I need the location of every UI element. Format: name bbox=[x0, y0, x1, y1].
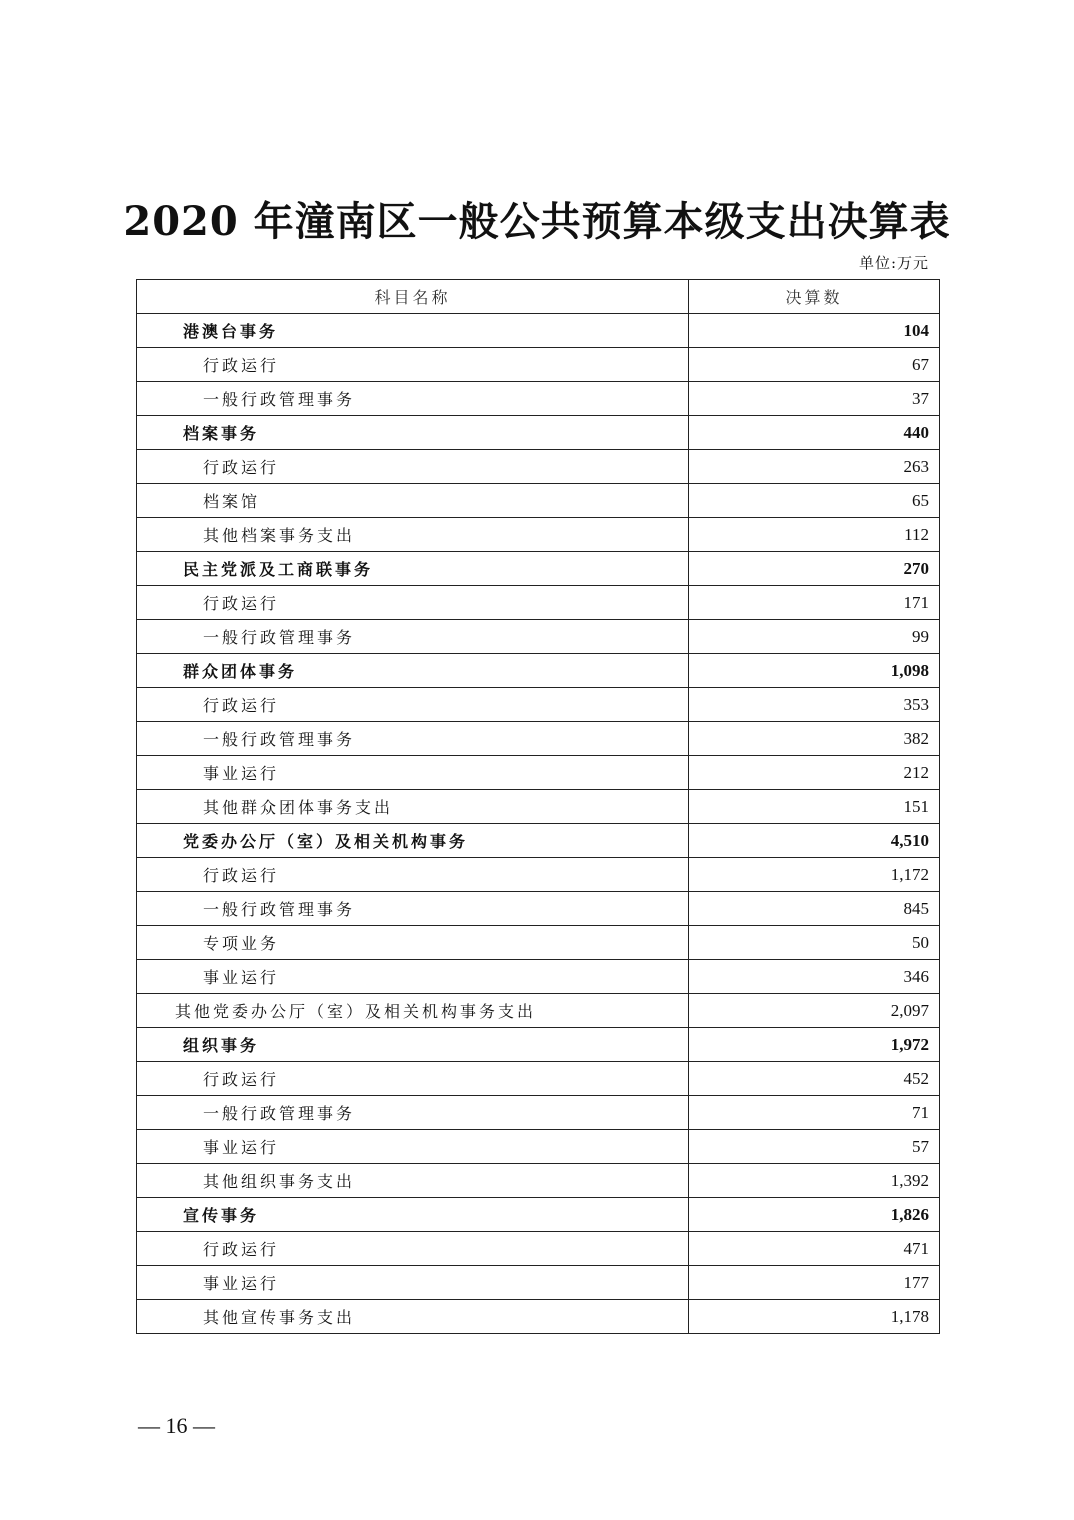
subject-name-cell: 行政运行 bbox=[137, 586, 689, 620]
category-row bbox=[137, 314, 940, 348]
table-row bbox=[137, 1164, 940, 1198]
amount-cell: 67 bbox=[689, 348, 940, 382]
table-row bbox=[137, 382, 940, 416]
subject-name-cell: 行政运行 bbox=[137, 1062, 689, 1096]
unit-label: 单位:万元 bbox=[858, 254, 929, 272]
amount-cell: 1,172 bbox=[689, 858, 940, 892]
subject-name-cell: 一般行政管理事务 bbox=[137, 620, 689, 654]
table-row bbox=[137, 756, 940, 790]
amount-cell: 104 bbox=[689, 314, 940, 348]
amount-cell: 845 bbox=[689, 892, 940, 926]
subject-name-cell: 组织事务 bbox=[137, 1028, 689, 1062]
subject-name-cell: 其他宣传事务支出 bbox=[137, 1300, 689, 1334]
amount-cell: 99 bbox=[689, 620, 940, 654]
table-row bbox=[137, 1062, 940, 1096]
amount-cell: 2,097 bbox=[689, 994, 940, 1028]
table-row bbox=[137, 892, 940, 926]
table-row bbox=[137, 722, 940, 756]
subject-name-cell: 事业运行 bbox=[137, 1266, 689, 1300]
amount-cell: 346 bbox=[689, 960, 940, 994]
amount-cell: 57 bbox=[689, 1130, 940, 1164]
amount-cell: 212 bbox=[689, 756, 940, 790]
table-row bbox=[137, 858, 940, 892]
category-row bbox=[137, 824, 940, 858]
amount-cell: 1,178 bbox=[689, 1300, 940, 1334]
category-row bbox=[137, 416, 940, 450]
subject-name-cell: 一般行政管理事务 bbox=[137, 892, 689, 926]
table-row bbox=[137, 790, 940, 824]
amount-cell: 353 bbox=[689, 688, 940, 722]
amount-cell: 452 bbox=[689, 1062, 940, 1096]
subject-name-cell: 事业运行 bbox=[137, 960, 689, 994]
table-row bbox=[137, 1096, 940, 1130]
amount-cell: 1,098 bbox=[689, 654, 940, 688]
subject-name-cell: 行政运行 bbox=[137, 450, 689, 484]
subject-name-cell: 行政运行 bbox=[137, 348, 689, 382]
budget-table bbox=[136, 279, 940, 1334]
subject-name-cell: 专项业务 bbox=[137, 926, 689, 960]
amount-cell: 151 bbox=[689, 790, 940, 824]
amount-cell: 112 bbox=[689, 518, 940, 552]
amount-cell: 37 bbox=[689, 382, 940, 416]
category-row bbox=[137, 654, 940, 688]
subject-name-cell: 一般行政管理事务 bbox=[137, 722, 689, 756]
subject-name-cell: 行政运行 bbox=[137, 688, 689, 722]
column-header-amount: 决算数 bbox=[689, 280, 940, 314]
amount-cell: 171 bbox=[689, 586, 940, 620]
subject-name-cell: 民主党派及工商联事务 bbox=[137, 552, 689, 586]
amount-cell: 263 bbox=[689, 450, 940, 484]
column-header-subject: 科目名称 bbox=[137, 280, 689, 314]
subject-name-cell: 事业运行 bbox=[137, 1130, 689, 1164]
table-row bbox=[137, 450, 940, 484]
table-row bbox=[137, 620, 940, 654]
table-row bbox=[137, 586, 940, 620]
page-number: — 16 — bbox=[138, 1413, 215, 1438]
subject-name-cell: 群众团体事务 bbox=[137, 654, 689, 688]
subject-name-cell: 其他组织事务支出 bbox=[137, 1164, 689, 1198]
amount-cell: 382 bbox=[689, 722, 940, 756]
subject-name-cell: 事业运行 bbox=[137, 756, 689, 790]
table-row bbox=[137, 994, 940, 1028]
table-row bbox=[137, 1266, 940, 1300]
table-row bbox=[137, 1130, 940, 1164]
table-body bbox=[137, 314, 940, 1334]
subject-name-cell: 其他群众团体事务支出 bbox=[137, 790, 689, 824]
amount-cell: 1,392 bbox=[689, 1164, 940, 1198]
page-title: 2020 年潼南区一般公共预算本级支出决算表 bbox=[123, 198, 951, 245]
category-row bbox=[137, 1028, 940, 1062]
amount-cell: 1,972 bbox=[689, 1028, 940, 1062]
table-row bbox=[137, 348, 940, 382]
table-row bbox=[137, 484, 940, 518]
amount-cell: 50 bbox=[689, 926, 940, 960]
subject-name-cell: 一般行政管理事务 bbox=[137, 1096, 689, 1130]
table-row bbox=[137, 960, 940, 994]
amount-cell: 71 bbox=[689, 1096, 940, 1130]
subject-name-cell: 档案馆 bbox=[137, 484, 689, 518]
table-row bbox=[137, 1232, 940, 1266]
subject-name-cell: 一般行政管理事务 bbox=[137, 382, 689, 416]
category-row bbox=[137, 552, 940, 586]
table-header-row bbox=[137, 280, 940, 314]
subject-name-cell: 其他档案事务支出 bbox=[137, 518, 689, 552]
subject-name-cell: 其他党委办公厅（室）及相关机构事务支出 bbox=[137, 994, 689, 1028]
amount-cell: 4,510 bbox=[689, 824, 940, 858]
table-row bbox=[137, 518, 940, 552]
subject-name-cell: 行政运行 bbox=[137, 1232, 689, 1266]
amount-cell: 440 bbox=[689, 416, 940, 450]
amount-cell: 471 bbox=[689, 1232, 940, 1266]
amount-cell: 270 bbox=[689, 552, 940, 586]
subject-name-cell: 行政运行 bbox=[137, 858, 689, 892]
subject-name-cell: 档案事务 bbox=[137, 416, 689, 450]
table-row bbox=[137, 688, 940, 722]
table-row bbox=[137, 1300, 940, 1334]
subject-name-cell: 宣传事务 bbox=[137, 1198, 689, 1232]
subject-name-cell: 党委办公厅（室）及相关机构事务 bbox=[137, 824, 689, 858]
subject-name-cell: 港澳台事务 bbox=[137, 314, 689, 348]
amount-cell: 65 bbox=[689, 484, 940, 518]
amount-cell: 1,826 bbox=[689, 1198, 940, 1232]
amount-cell: 177 bbox=[689, 1266, 940, 1300]
category-row bbox=[137, 1198, 940, 1232]
table-row bbox=[137, 926, 940, 960]
